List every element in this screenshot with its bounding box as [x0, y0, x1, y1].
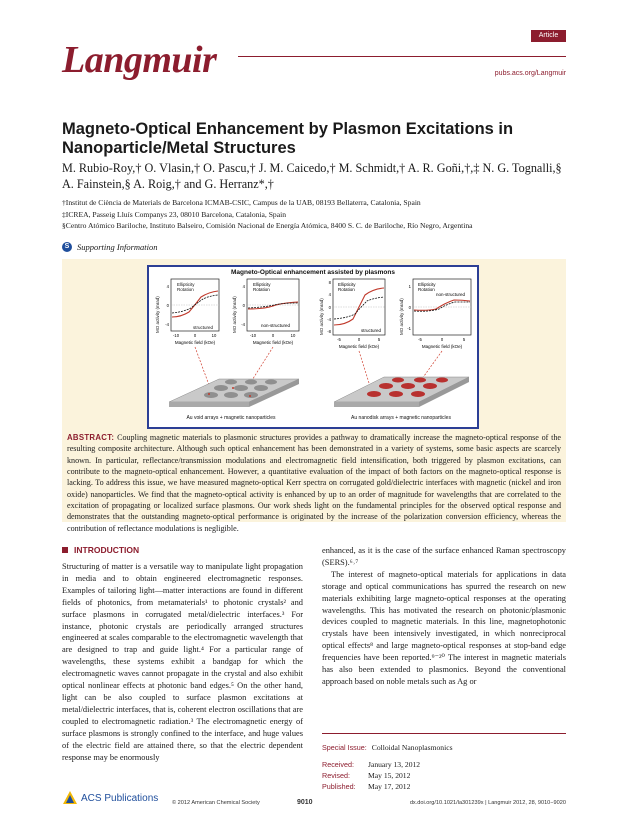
- article-meta: [322, 733, 566, 792]
- supporting-info-link[interactable]: [62, 242, 158, 252]
- introduction-heading: [62, 545, 303, 555]
- authors-line-1: M. Rubio-Roy,† O. Vlasin,† O. Pascu,† J. M. Caicedo,† M. Schmidt,† A. R. Goñi,†,‡ N. G. Tognalli,§: [62, 161, 562, 175]
- intro-paragraph-1: Structuring of matter is a versatile way to manipulate light propagation in media and to obtain engineered electromagnetic responses. Examples of tailoring light—matter interactions are found in different fields of photonics, from metamaterials¹ to photonic crystals² and surface plasmons in corrugated metal/dielectric interfaces.³ For instance, photonic crystals are periodically arranged structures engineered at scales comparable to the electromagnetic wavelength that are designed to trap and guide light.⁴ For a particular range of wavelengths, these systems exhibit a bandgap for which the electromagnetic waves cannot propagate in the crystal and also exhibit optical nonlinear effects at photonic band edges.⁵ On the other hand, light can be also coupled to surface plasmon excitations at metal/dielectric interfaces, that is, coherent electron oscillations that are coupled to electromagnetic radiation.³ The electromagnetic energy of surface plasmons is strongly confined to the interface, and huge values of the electric field are attained there, so that the electric dependent response may be enormously: [62, 562, 303, 762]
- revised-label: Revised:: [322, 771, 350, 780]
- abstract-box: [62, 259, 566, 533]
- abstract-body: Coupling magnetic materials to plasmonic structures provides a pathway to dramatically increase the magneto-optical response of the resulting composite architecture. Although such optical enhancement has been demonstrated in a variety of systems, some basic aspects are scarcely known. In particular, reflectance/transmission modulations and electromagnetic field intensification, both triggered by plasmon excitations, can contribute to the magneto-optical enhancement. However, a quantitative evaluation of the impact of both factors on the magneto-optical response is lacking. To address this issue, we have measured magneto-optical Kerr spectra on corrugated gold/dielectric interfaces with magnetic (nickel and iron oxide) nanoparticles. We find that the magneto-optical activity is enhanced by up to an order of magnitude for wavelengths that are correlated to the excitation of propagating or localized surface plasmons. Our work sheds light on the fundamental principles for the observed optical response and demonstrates that the outstanding magneto-optical performance is originated by the increase of the polarization conversion efficiency, whereas the contribution of reflectance modulations is negligible.: [67, 433, 561, 533]
- author-list: [62, 160, 572, 192]
- page-footer: [62, 790, 566, 814]
- paper-title: Magneto-Optical Enhancement by Plasmon Excitations in Nanoparticle/Metal Structures: [62, 120, 514, 157]
- journal-url-link[interactable]: pubs.acs.org/Langmuir: [494, 70, 566, 77]
- introduction-heading-label: INTRODUCTION: [74, 545, 140, 555]
- toc-figure: [147, 265, 479, 429]
- panel-d-ellipticity-curve: [414, 300, 470, 310]
- void-array-illustration: [169, 379, 299, 407]
- affiliation-3: §Centro Atómico Bariloche, Instituto Balseiro, Comisión Nacional de Energía Atómica, 8400 S. C. de Bariloche, Río Negro, Argentina: [62, 221, 473, 231]
- panel-a-label-structured: structured: [193, 325, 214, 330]
- panel-c-ytick: -8: [327, 329, 331, 334]
- panel-b-label-non-structured: non-structured: [261, 323, 291, 328]
- caption-nanodisk-arrays: Au nanodisk arrays + magnetic nanoparticles: [351, 415, 451, 421]
- received-date: January 13, 2012: [368, 760, 421, 769]
- affiliation-1: †Institut de Ciència de Materials de Barcelona ICMAB-CSIC, Campus de la UAB, 08193 Bellaterra, Catalonia, Spain: [62, 198, 421, 207]
- received-label: Received:: [322, 760, 354, 769]
- panel-b-rotation-curve: [248, 303, 298, 308]
- panel-d-xtick: 0: [440, 337, 444, 342]
- panel-d-ytick: 1: [408, 284, 411, 289]
- revised-date: May 15, 2012: [368, 771, 411, 780]
- panel-a-legend-rotation: Rotation: [177, 287, 194, 292]
- panel-a-xtick: 0: [193, 333, 197, 338]
- panel-d-ylabel: MO activity (mrad): [399, 298, 404, 335]
- meta-rule: [322, 733, 566, 734]
- affiliation-2: ‡ICREA, Passeig Lluís Companys 23, 08010 Barcelona, Catalonia, Spain: [62, 209, 286, 219]
- plot-panel-b: [232, 279, 299, 345]
- panel-d-ytick: -1: [407, 326, 411, 331]
- special-issue-label: Special Issue:: [322, 743, 367, 752]
- panel-c-ylabel: MO activity (mrad): [319, 298, 324, 335]
- panel-c-ellipticity-curve: [334, 288, 384, 325]
- panel-d-label-non-structured: non-structured: [436, 292, 466, 297]
- panel-c-legend-ellipticity: Ellipticity: [338, 282, 356, 287]
- heading-square-icon: [62, 547, 68, 553]
- panel-c-ytick: 0: [328, 305, 331, 310]
- panel-a-xlabel: Magnetic field (kOe): [174, 340, 216, 345]
- intro-paragraph-1-continued: enhanced, as it is the case of the surface enhanced Raman spectroscopy (SERS).⁶˒⁷: [322, 546, 566, 567]
- introduction-body-right: [322, 545, 566, 688]
- revised-line: [322, 770, 566, 781]
- panel-a-ytick: 4: [166, 284, 169, 289]
- panel-c-ytick: -4: [327, 317, 331, 322]
- left-column: [62, 545, 303, 763]
- panel-c-ytick: 4: [328, 292, 331, 297]
- panel-c-xtick: 5: [377, 337, 381, 342]
- dates-block: [322, 759, 566, 792]
- special-issue-line: [322, 742, 566, 753]
- panel-b-legend-rotation: Rotation: [253, 287, 270, 292]
- affiliations: [62, 197, 577, 232]
- panel-a-legend-ellipticity: Ellipticity: [177, 282, 195, 287]
- abstract-label: ABSTRACT:: [67, 433, 115, 442]
- toc-figure-title: Magneto-Optical enhancement assisted by plasmons: [231, 269, 395, 276]
- panel-b-ytick: -4: [241, 322, 245, 327]
- panel-b-legend-ellipticity: Ellipticity: [253, 282, 271, 287]
- panel-c-legend-rotation: Rotation: [338, 287, 355, 292]
- journal-masthead: Langmuir: [62, 39, 217, 81]
- panel-d-ytick: 0: [408, 305, 411, 310]
- panel-b-xtick: 10: [290, 333, 296, 338]
- acs-publications-text: ACS Publications: [81, 792, 159, 804]
- copyright-notice: © 2012 American Chemical Society: [172, 800, 260, 806]
- abstract-text: [67, 432, 561, 534]
- panel-d-legend-ellipticity: Ellipticity: [418, 282, 436, 287]
- plot-panel-c: [319, 279, 385, 349]
- panel-b-xlabel: Magnetic field (kOe): [252, 340, 294, 345]
- panel-a-ytick: 0: [166, 303, 169, 308]
- panel-d-legend-rotation: Rotation: [418, 287, 435, 292]
- panel-a-ylabel: MO activity (mrad): [155, 296, 160, 333]
- authors-line-2: A. Fainstein,§ A. Roig,† and G. Herranz*,†: [62, 177, 274, 191]
- panel-d-xtick: 5: [462, 337, 466, 342]
- published-date: May 17, 2012: [368, 782, 411, 791]
- panel-a-ellipticity-curve: [172, 291, 218, 317]
- plot-panel-a: [155, 279, 219, 345]
- panel-b-ytick: 0: [242, 303, 245, 308]
- panel-b-xtick: -10: [249, 333, 257, 338]
- doi-citation[interactable]: dx.doi.org/10.1021/la301239x | Langmuir 2012, 28, 9010−9020: [409, 800, 566, 806]
- panel-c-xlabel: Magnetic field (kOe): [338, 344, 380, 349]
- intro-paragraph-2: The interest of magneto-optical materials for applications in data storage and optical communications has spurred the research on new materials exhibiting large magneto-optical responses at the operating wavelengths. This has motivated the research on photonic/plasmonic devices coupled to magnetic materials. In this line, magnetophotonic crystals have been intensively investigated, in which nonreciprocal optical effects⁸ and large magneto-optical responses at stop-band edge frequencies have been reported.⁹⁻²⁰ The interest in magnetic materials has also been extended to plasmonics. Beyond the conventional approach based on noble metals such as Ag or: [322, 569, 566, 686]
- toc-figure-svg: [149, 267, 477, 427]
- panel-a-xtick: 10: [211, 333, 217, 338]
- acs-publications-logo[interactable]: [62, 790, 158, 806]
- panel-b-ylabel: MO activity (mrad): [232, 296, 237, 333]
- panel-d-xtick: -5: [418, 337, 422, 342]
- panel-c-xtick: -5: [337, 337, 341, 342]
- panel-a-ytick: -4: [165, 322, 169, 327]
- supporting-info-icon: S: [62, 242, 72, 252]
- panel-d-xlabel: Magnetic field (kOe): [421, 344, 463, 349]
- caption-void-arrays: Au void arrays + magnetic nanoparticles: [186, 415, 276, 421]
- panel-b-xtick: 0: [271, 333, 275, 338]
- panel-a-xtick: -10: [172, 333, 180, 338]
- panel-c-label-structured: structured: [361, 328, 382, 333]
- supporting-info-label: Supporting Information: [77, 242, 158, 252]
- right-column: [322, 545, 566, 688]
- panel-b-ytick: 4: [242, 284, 245, 289]
- received-line: [322, 759, 566, 770]
- panel-c-ytick: 8: [328, 280, 331, 285]
- masthead-rule: [238, 56, 566, 57]
- page-number: 9010: [297, 799, 313, 806]
- plot-panel-d: [399, 279, 471, 349]
- special-issue-name[interactable]: Colloidal Nanoplasmonics: [371, 743, 453, 752]
- nanodisk-array-illustration: [334, 377, 469, 407]
- article-type-badge: Article: [531, 30, 566, 42]
- published-label: Published:: [322, 782, 356, 791]
- acs-logo-icon: [62, 790, 78, 806]
- introduction-body-left: [62, 561, 303, 763]
- panel-c-xtick: 0: [357, 337, 361, 342]
